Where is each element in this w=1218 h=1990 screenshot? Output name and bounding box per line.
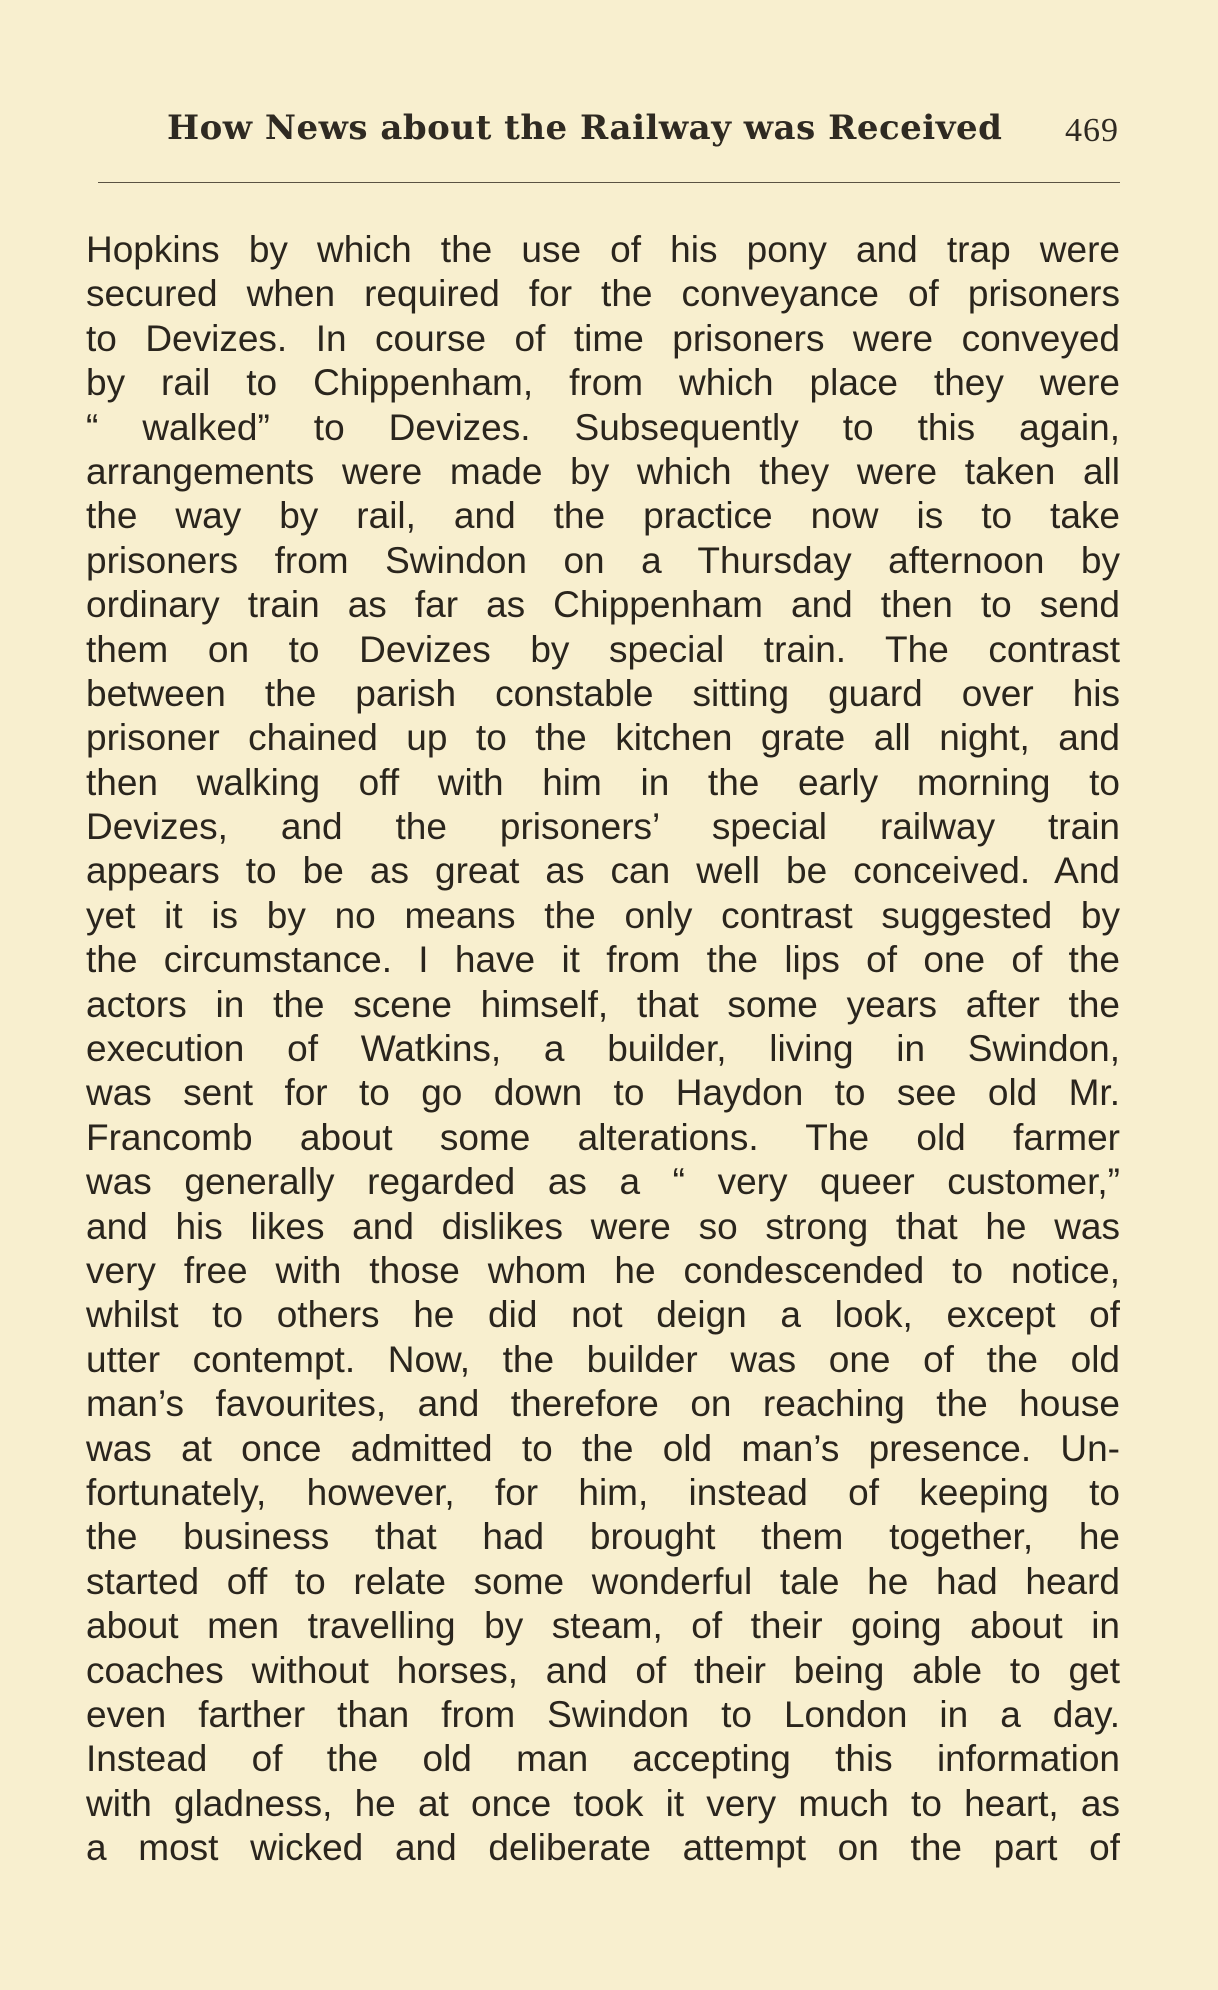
text-line: was generally regarded as a “ very queer customer,” <box>86 1161 1120 1203</box>
text-line: between the parish constable sitting guard over his <box>86 672 1120 714</box>
text-line: man’s favourites, and therefore on reaching the house <box>86 1383 1120 1425</box>
text-line: prisoners from Swindon on a Thursday afternoon by <box>86 539 1120 581</box>
text-line: to Devizes. In course of time prisoners were conveyed <box>86 317 1120 359</box>
text-line: even farther than from Swindon to London in a day. <box>86 1693 1120 1735</box>
running-title: How News about the Railway was Received <box>167 108 1003 148</box>
page-number: 469 <box>1065 112 1119 149</box>
text-line: coaches without horses, and of their being able to get <box>86 1649 1120 1691</box>
text-line: ordinary train as far as Chippenham and then to send <box>86 584 1120 626</box>
text-line: about men travelling by steam, of their going about in <box>86 1605 1120 1647</box>
text-line: Hopkins by which the use of his pony and trap were <box>86 229 1120 270</box>
page-header <box>95 108 1125 162</box>
text-line: the business that had brought them together, he <box>86 1516 1120 1558</box>
text-line: by rail to Chippenham, from which place they were <box>86 362 1120 404</box>
text-line: prisoner chained up to the kitchen grate all night, and <box>86 717 1120 759</box>
text-line: arrangements were made by which they were taken all <box>86 450 1120 492</box>
text-line: the circumstance. I have it from the lips of one of the <box>86 939 1120 981</box>
text-line: Devizes, and the prisoners’ special railway train <box>86 806 1120 848</box>
text-line: secured when required for the conveyance of prisoners <box>86 273 1120 315</box>
text-line: was at once admitted to the old man’s presence. Un- <box>86 1427 1120 1469</box>
text-line: them on to Devizes by special train. The contrast <box>86 628 1120 670</box>
text-line: appears to be as great as can well be conceived. And <box>86 850 1120 892</box>
text-line: then walking off with him in the early morning to <box>86 761 1120 803</box>
text-line: very free with those whom he condescended to notice, <box>86 1249 1120 1291</box>
text-line: fortunately, however, for him, instead of keeping to <box>86 1471 1120 1513</box>
text-line: started off to relate some wonderful tale he had heard <box>86 1560 1120 1602</box>
text-line: whilst to others he did not deign a look, except of <box>86 1294 1120 1336</box>
text-line: was sent for to go down to Haydon to see old Mr. <box>86 1072 1120 1114</box>
header-rule <box>98 182 1120 183</box>
body-text <box>86 228 1120 1870</box>
text-line: with gladness, he at once took it very much to heart, as <box>86 1782 1120 1824</box>
text-line: a most wicked and deliberate attempt on the part of <box>86 1827 1120 1869</box>
text-line: Instead of the old man accepting this information <box>86 1738 1120 1780</box>
text-line: and his likes and dislikes were so strong that he was <box>86 1205 1120 1247</box>
text-line: yet it is by no means the only contrast suggested by <box>86 894 1120 936</box>
text-line: Francomb about some alterations. The old farmer <box>86 1116 1120 1158</box>
text-line: “ walked” to Devizes. Subsequently to this again, <box>86 406 1120 448</box>
text-line: actors in the scene himself, that some years after the <box>86 983 1120 1025</box>
text-line: utter contempt. Now, the builder was one of the old <box>86 1338 1120 1380</box>
text-line: execution of Watkins, a builder, living in Swindon, <box>86 1028 1120 1070</box>
text-line: the way by rail, and the practice now is to take <box>86 495 1120 537</box>
